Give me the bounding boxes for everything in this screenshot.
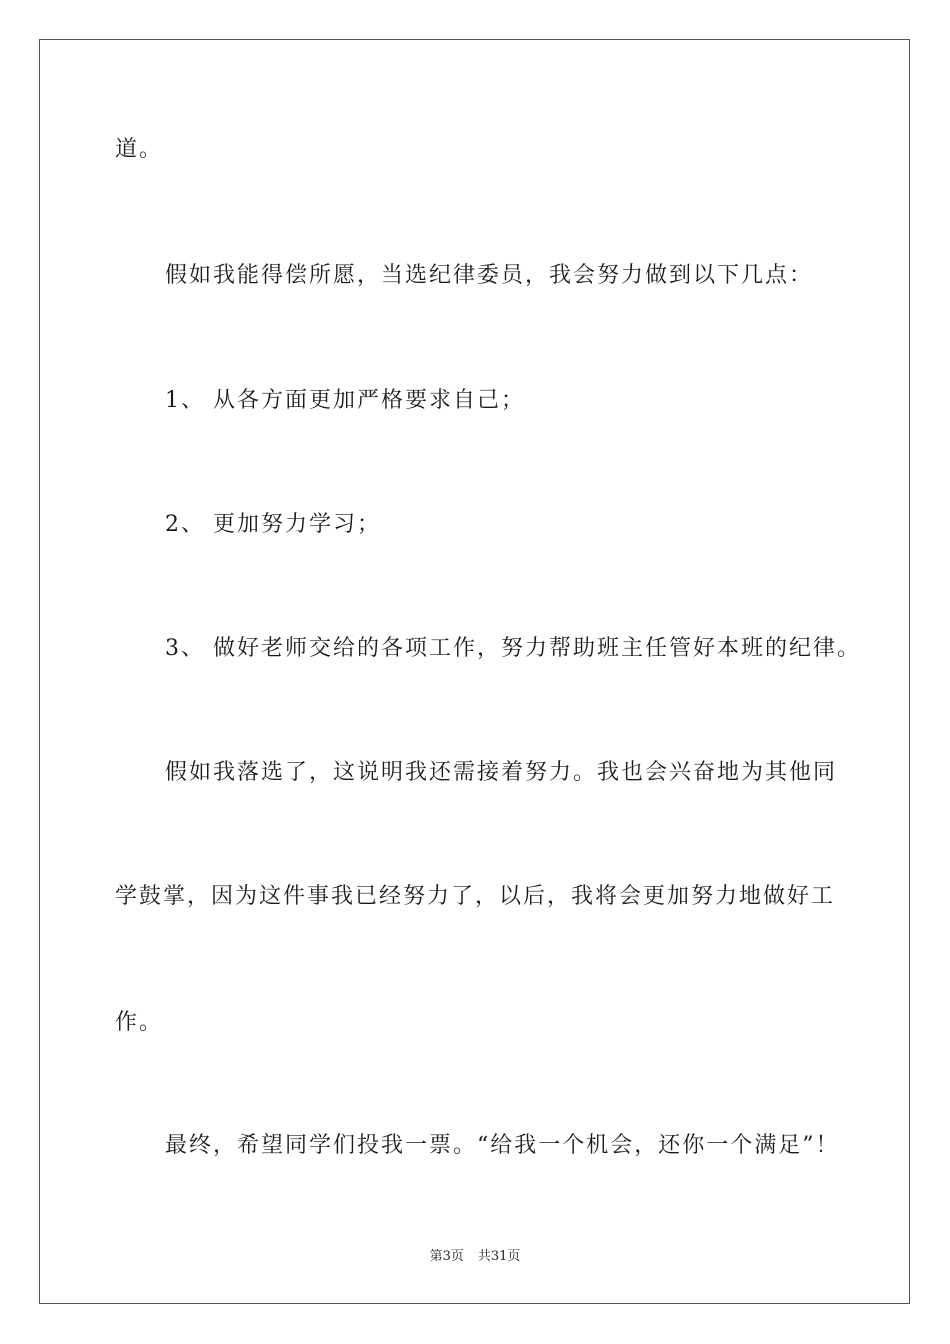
page-footer — [0, 1248, 950, 1266]
paragraph-closing: 最终，希望同学们投我一票。“给我一个机会，还你一个满足”！ — [165, 1133, 840, 1158]
list-item-text: 更加努力学习； — [213, 512, 382, 537]
paragraph-line: 学鼓掌，因为这件事我已经努力了，以后，我将会更加努力地做好工 — [115, 884, 836, 909]
page-total: 共31页 — [477, 1249, 521, 1264]
list-marker: 3、 — [165, 636, 205, 661]
list-marker: 2、 — [165, 512, 205, 537]
list-item-text: 从各方面更加严格要求自己； — [213, 388, 526, 413]
paragraph-line: 作。 — [115, 1010, 164, 1035]
list-item-text: 做好老师交给的各项工作，努力帮助班主任管好本班的纪律。 — [213, 636, 862, 661]
page-border — [39, 39, 910, 1304]
paragraph-continuation: 道。 — [115, 137, 164, 162]
paragraph-intro: 假如我能得偿所愿，当选纪律委员，我会努力做到以下几点： — [165, 263, 814, 288]
paragraph-line: 假如我落选了，这说明我还需接着努力。我也会兴奋地为其他同 — [165, 760, 838, 785]
page-number: 第3页 — [429, 1249, 464, 1264]
list-marker: 1、 — [165, 388, 205, 413]
list-item — [165, 634, 861, 664]
list-item — [165, 386, 525, 416]
list-item — [165, 510, 381, 540]
